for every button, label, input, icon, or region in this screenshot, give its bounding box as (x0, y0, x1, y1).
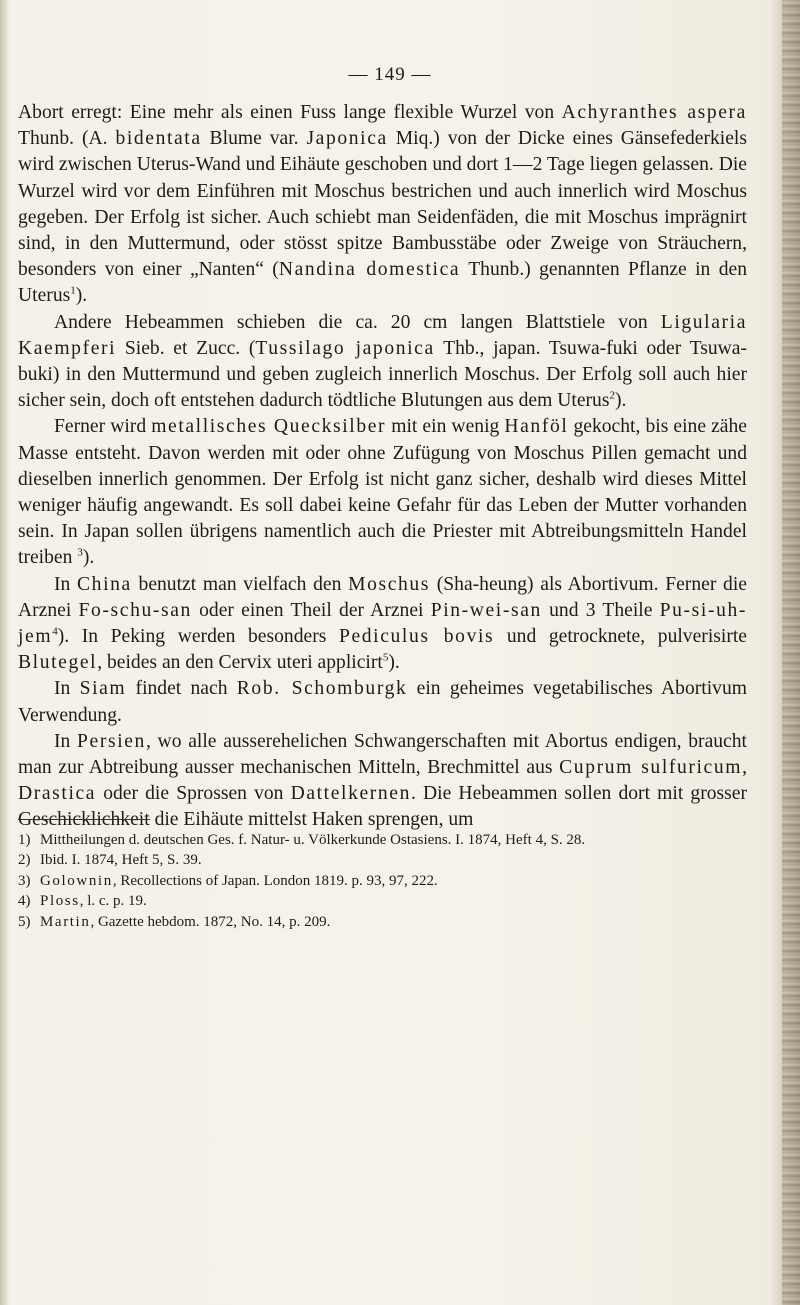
paragraph-6 (18, 729, 747, 834)
spaced-term: Pediculus bovis (338, 626, 495, 648)
spaced-term: Pin-wei-san (430, 599, 542, 621)
text-run: Andere Hebeammen schieben die ca. 20 cm langen Blattstiele von (54, 311, 661, 333)
spaced-term: Ploss (40, 893, 80, 910)
footnote-5 (18, 912, 747, 932)
paragraph-1 (18, 100, 747, 310)
text-run: (Sha-heung) als Abortivum. Ferner die Arznei (18, 573, 747, 621)
text-run: ). (75, 285, 88, 307)
text-run: und 3 Theile (541, 599, 660, 621)
footnote-3 (18, 871, 747, 891)
spaced-term: China (77, 573, 132, 595)
text-run: ). (82, 547, 95, 569)
text-run: , (742, 757, 747, 779)
spaced-term: Japonica (306, 128, 388, 150)
footnote-number: 3) (18, 872, 31, 889)
spaced-term: metallisches Quecksilber (151, 416, 387, 438)
paragraph-5 (18, 676, 747, 728)
text-run: ). In Peking werden besonders (57, 626, 339, 648)
footnote-divider (18, 819, 150, 820)
footnote-1 (18, 830, 747, 850)
spaced-term: Nandina domestica (278, 259, 461, 281)
text-run: gekocht, bis eine zähe Masse entsteht. Davon werden mit oder ohne Zufügung von Moschus Pillen gemacht und dieselben innerlich genommen. Der Erfolg ist nicht ganz sicher, deshalb wird dieses Mittel weniger häufig angewandt. Es soll dabei keine Gefahr für das Leben der Mutter vorhanden sein. In Japan sollen übrigens namentlich auch die Priester mit Abtreibungsmitteln Handel treiben (18, 416, 747, 569)
page-number: — 149 — (348, 64, 432, 85)
spaced-term: Siam (79, 678, 127, 700)
text-run: mit ein wenig (386, 416, 505, 438)
text-run: Sieb. et Zucc. ( (116, 337, 256, 359)
spaced-term: Martin (40, 913, 91, 930)
text-run: Ibid. I. 1874, Heft 5, S. 39. (40, 852, 202, 869)
text-run: Miq.) von der Dicke eines Gänsefederkiels wird zwischen Uterus-Wand und Eihäute geschoben und dort 1—2 Tage liegen gelassen. Die Wurzel wird vor dem Einführen mit Moschus bestrichen und auch innerlich wird Moschus gegeben. Der Erfolg ist sicher. Auch schiebt man Seidenfäden, die mit Moschus imprägnirt sind, in den Muttermund, oder stösst spitze Bambusstäbe oder Zweige von Sträuchern, besonders von einer „Nanten“ ( (18, 128, 747, 281)
text-run: Mittheilungen d. deutschen Ges. f. Natur- u. Völkerkunde Ostasiens. I. 1874, Heft 4, S. 28. (40, 832, 586, 848)
text-run: , Gazette hebdom. 1872, No. 14, p. 209. (90, 913, 331, 930)
text-run: und getrocknete, pulverisirte (494, 626, 748, 648)
text-run: oder einen Theil der Arznei (191, 599, 431, 621)
footnote-number: 2) (18, 852, 31, 869)
spaced-term: Tussilago japonica (255, 337, 435, 359)
text-run: , beides an den Cervix uteri applicirt (97, 652, 383, 674)
spaced-term: Pu-si-uh-jem (18, 599, 747, 648)
footnote-ref: 3 (77, 546, 83, 559)
text-run: In (54, 730, 78, 752)
text-run: , l. c. p. 19. (79, 893, 147, 910)
text-run: In (54, 678, 80, 700)
spaced-term: Persien (77, 730, 146, 752)
spaced-term: Cuprum sulfuricum (559, 757, 743, 779)
main-text (18, 100, 747, 834)
text-run: oder die Sprossen von (96, 783, 291, 805)
text-run: ). (388, 652, 400, 674)
text-run: findet nach (126, 678, 237, 700)
spaced-term: Blutegel (18, 652, 98, 674)
spaced-term: Hanföl (504, 416, 569, 438)
text-run: ). (614, 390, 627, 412)
spaced-term: Dattelkernen (290, 783, 411, 805)
page-edge (782, 0, 800, 1305)
footnote-number: 1) (18, 832, 31, 848)
spaced-term: bidentata (115, 128, 202, 150)
spaced-term: Achyranthes aspera (561, 102, 747, 123)
footnote-number: 4) (18, 893, 31, 910)
footnote-ref: 5 (382, 651, 389, 664)
text-run: ein geheimes vegetabilisches Abortivum Verwendung. (18, 678, 747, 726)
spaced-term: Rob. Schomburgk (236, 678, 408, 700)
footnote-4 (18, 891, 747, 911)
text-run: Abort erregt: Eine mehr als einen Fuss lange flexible Wurzel von (18, 102, 562, 123)
spaced-term: Golownin (40, 872, 113, 889)
text-run: , Recollections of Japan. London 1819. p. 93, 97, 222. (112, 872, 438, 889)
text-run: Ferner wird (54, 416, 152, 438)
spaced-term: Fo-schu-san (78, 599, 192, 621)
spaced-term: Drastica (18, 783, 97, 805)
footnote-number: 5) (18, 913, 31, 930)
footnotes (18, 830, 747, 932)
page-binding-shadow (0, 0, 8, 1305)
paragraph-3 (18, 414, 747, 571)
text-run: In (54, 573, 78, 595)
footnote-ref: 4 (52, 625, 58, 638)
paragraph-2 (18, 310, 747, 415)
text-run: Thunb. (A. (18, 128, 116, 150)
footnote-ref: 1 (70, 284, 76, 297)
text-run: benutzt man vielfach den (131, 573, 349, 595)
text-run: Thunb.) genannten Pflanze in den Uterus (18, 259, 747, 307)
text-run: Thb., japan. Tsuwa-fuki oder Tsuwa-buki) in den Muttermund und geben zugleich innerlich Moschus. Der Erfolg soll auch hier sicher sein, doch oft entstehen dadurch tödtliche Blutungen aus dem Uterus (18, 337, 747, 412)
text-run: Blume var. (201, 128, 307, 150)
paragraph-4 (18, 572, 747, 677)
spaced-term: Ligularia Kaempferi (18, 311, 747, 359)
text-run: , wo alle ausserehelichen Schwangerschaften mit Abortus endigen, braucht man zur Abtreibung ausser mechanischen Mitteln, Brechmittel aus (18, 730, 747, 779)
footnote-ref: 2 (609, 389, 615, 402)
text-run: . Die Hebeammen sollen dort mit grosser Geschicklichkeit die Eihäute mittelst Haken sprengen, um (18, 783, 747, 831)
spaced-term: Moschus (348, 573, 431, 595)
footnote-2 (18, 850, 747, 870)
